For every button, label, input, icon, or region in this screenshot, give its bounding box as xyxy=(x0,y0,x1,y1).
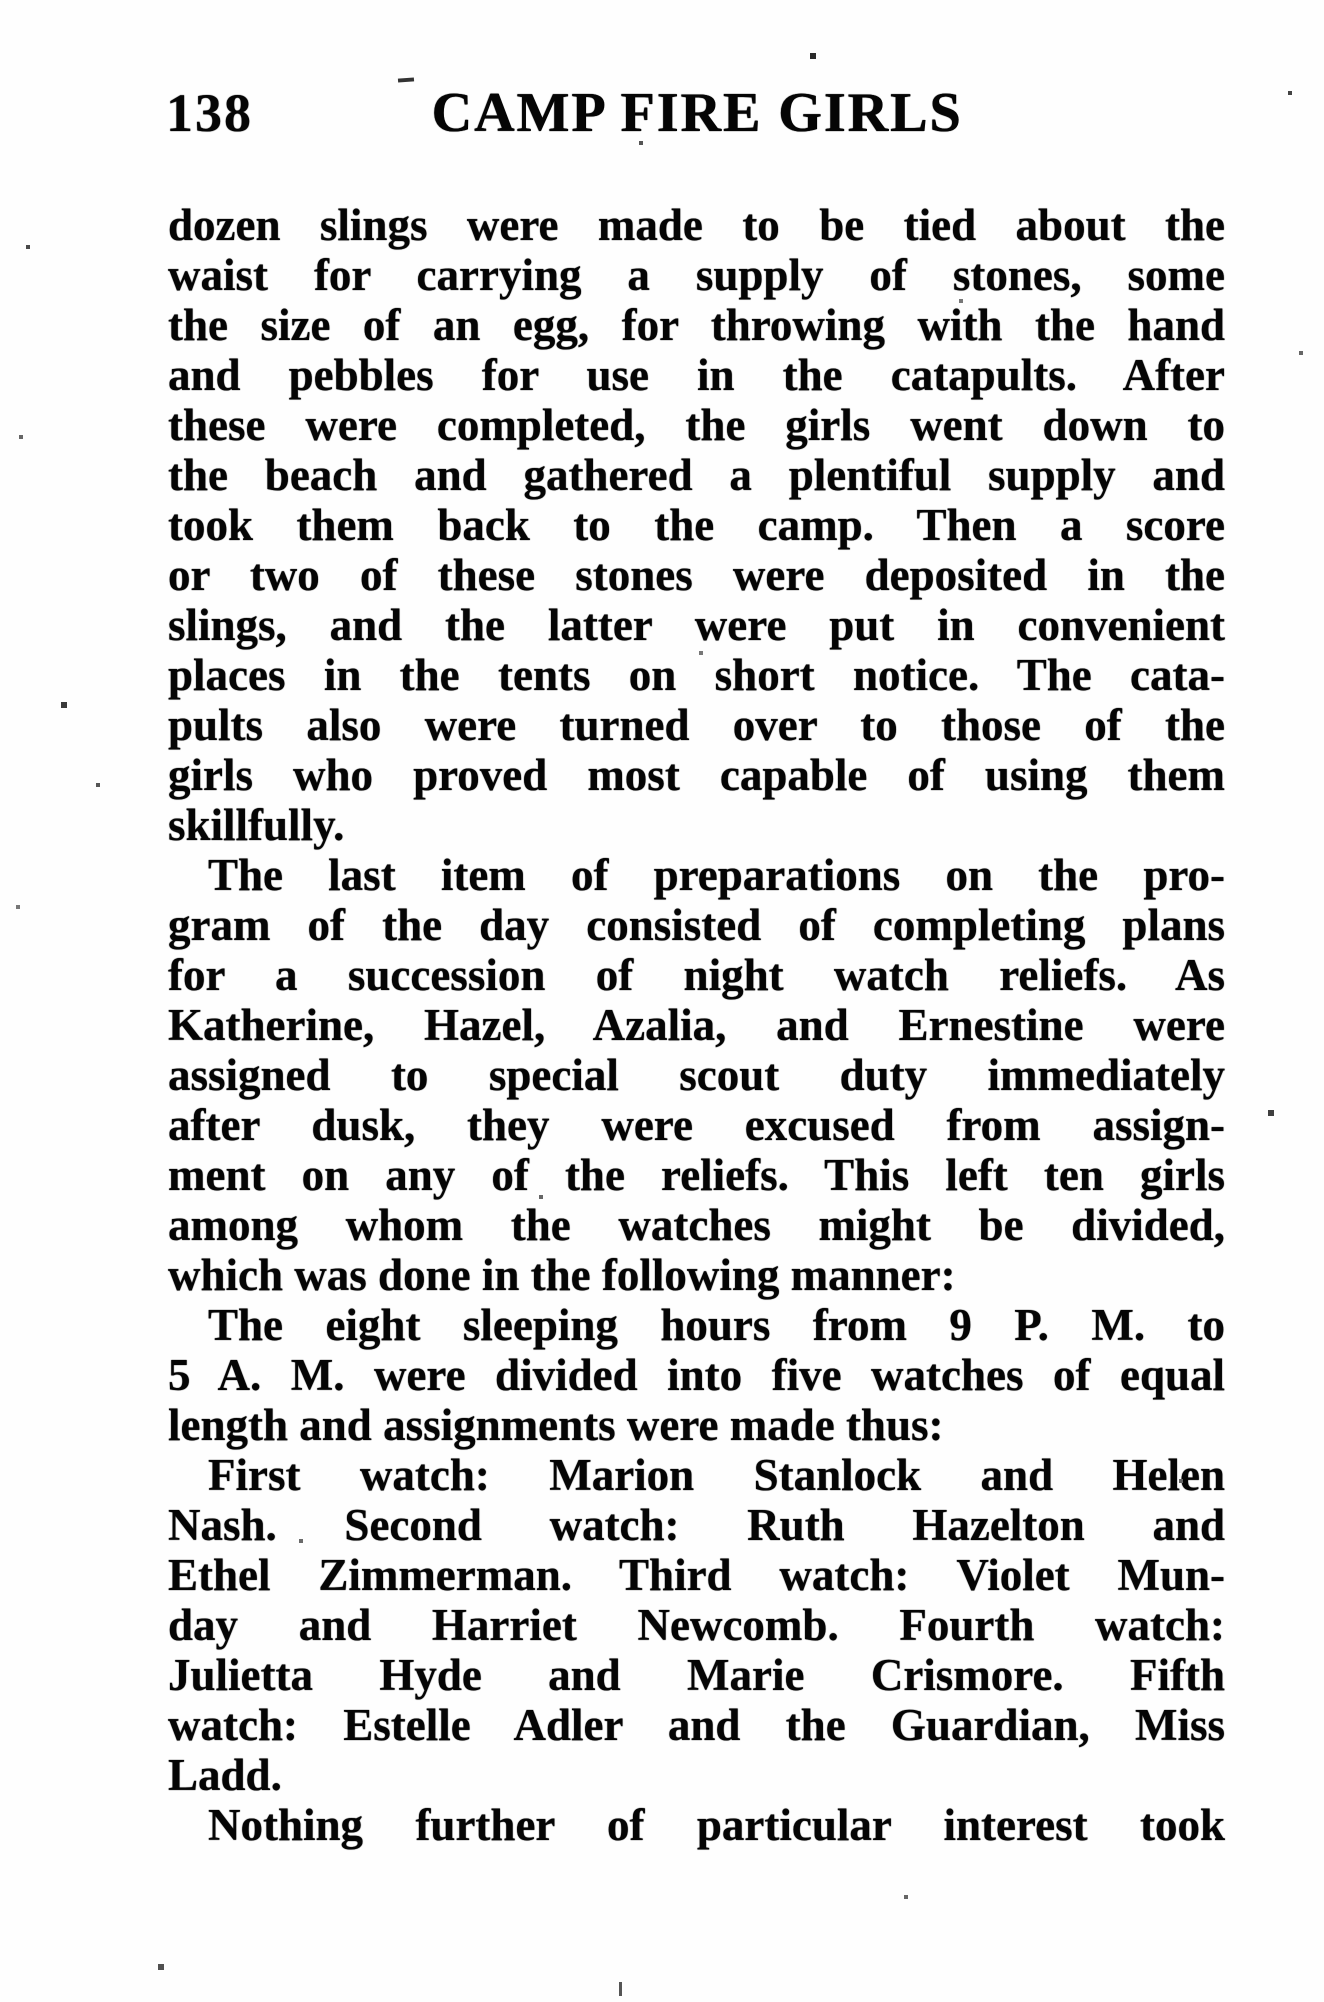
text-line: for a succession of night watch reliefs. As xyxy=(168,950,1225,1000)
text-line: slings, and the latter were put in convenient xyxy=(168,600,1225,650)
text-line: Nash. Second watch: Ruth Hazelton and xyxy=(168,1500,1225,1550)
text-line: skillfully. xyxy=(168,800,345,850)
text-line: and pebbles for use in the catapults. After xyxy=(168,350,1225,400)
text-line: assigned to special scout duty immediately xyxy=(168,1050,1225,1100)
text-line: day and Harriet Newcomb. Fourth watch: xyxy=(168,1600,1225,1650)
text-line: First watch: Marion Stanlock and Helen xyxy=(208,1450,1225,1500)
text-line: Ethel Zimmerman. Third watch: Violet Mun- xyxy=(168,1550,1225,1600)
page-number: 138 xyxy=(166,83,253,143)
text-line: waist for carrying a supply of stones, some xyxy=(168,250,1225,300)
running-header-title: CAMP FIRE GIRLS xyxy=(431,82,963,144)
text-line: dozen slings were made to be tied about the xyxy=(168,200,1225,250)
scan-artifact-dash xyxy=(398,77,414,82)
text-line: Nothing further of particular interest took xyxy=(208,1800,1225,1850)
text-line: gram of the day consisted of completing plans xyxy=(168,900,1225,950)
text-line: the beach and gathered a plentiful supply and xyxy=(168,450,1225,500)
scan-noise-specks xyxy=(0,0,2,2)
text-line: these were completed, the girls went down to xyxy=(168,400,1225,450)
text-line: took them back to the camp. Then a score xyxy=(168,500,1225,550)
text-line: Julietta Hyde and Marie Crismore. Fifth xyxy=(168,1650,1225,1700)
text-line: watch: Estelle Adler and the Guardian, Miss xyxy=(168,1700,1225,1750)
text-line: Katherine, Hazel, Azalia, and Ernestine were xyxy=(168,1000,1225,1050)
text-line: or two of these stones were deposited in the xyxy=(168,550,1225,600)
text-line: Ladd. xyxy=(168,1750,282,1800)
scan-artifact-tick xyxy=(619,1982,622,1996)
text-line: among whom the watches might be divided, xyxy=(168,1200,1225,1250)
text-line: ment on any of the reliefs. This left ten girls xyxy=(168,1150,1225,1200)
text-line: The eight sleeping hours from 9 P. M. to xyxy=(208,1300,1225,1350)
text-line: places in the tents on short notice. The cata- xyxy=(168,650,1225,700)
text-line: The last item of preparations on the pro- xyxy=(208,850,1225,900)
text-line: pults also were turned over to those of the xyxy=(168,700,1225,750)
text-line: after dusk, they were excused from assign- xyxy=(168,1100,1225,1150)
text-line: 5 A. M. were divided into five watches of equal xyxy=(168,1350,1225,1400)
text-line: length and assignments were made thus: xyxy=(168,1400,944,1450)
body-text xyxy=(168,200,1225,1850)
text-line: which was done in the following manner: xyxy=(168,1250,956,1300)
text-line: the size of an egg, for throwing with the hand xyxy=(168,300,1225,350)
text-line: girls who proved most capable of using them xyxy=(168,750,1225,800)
